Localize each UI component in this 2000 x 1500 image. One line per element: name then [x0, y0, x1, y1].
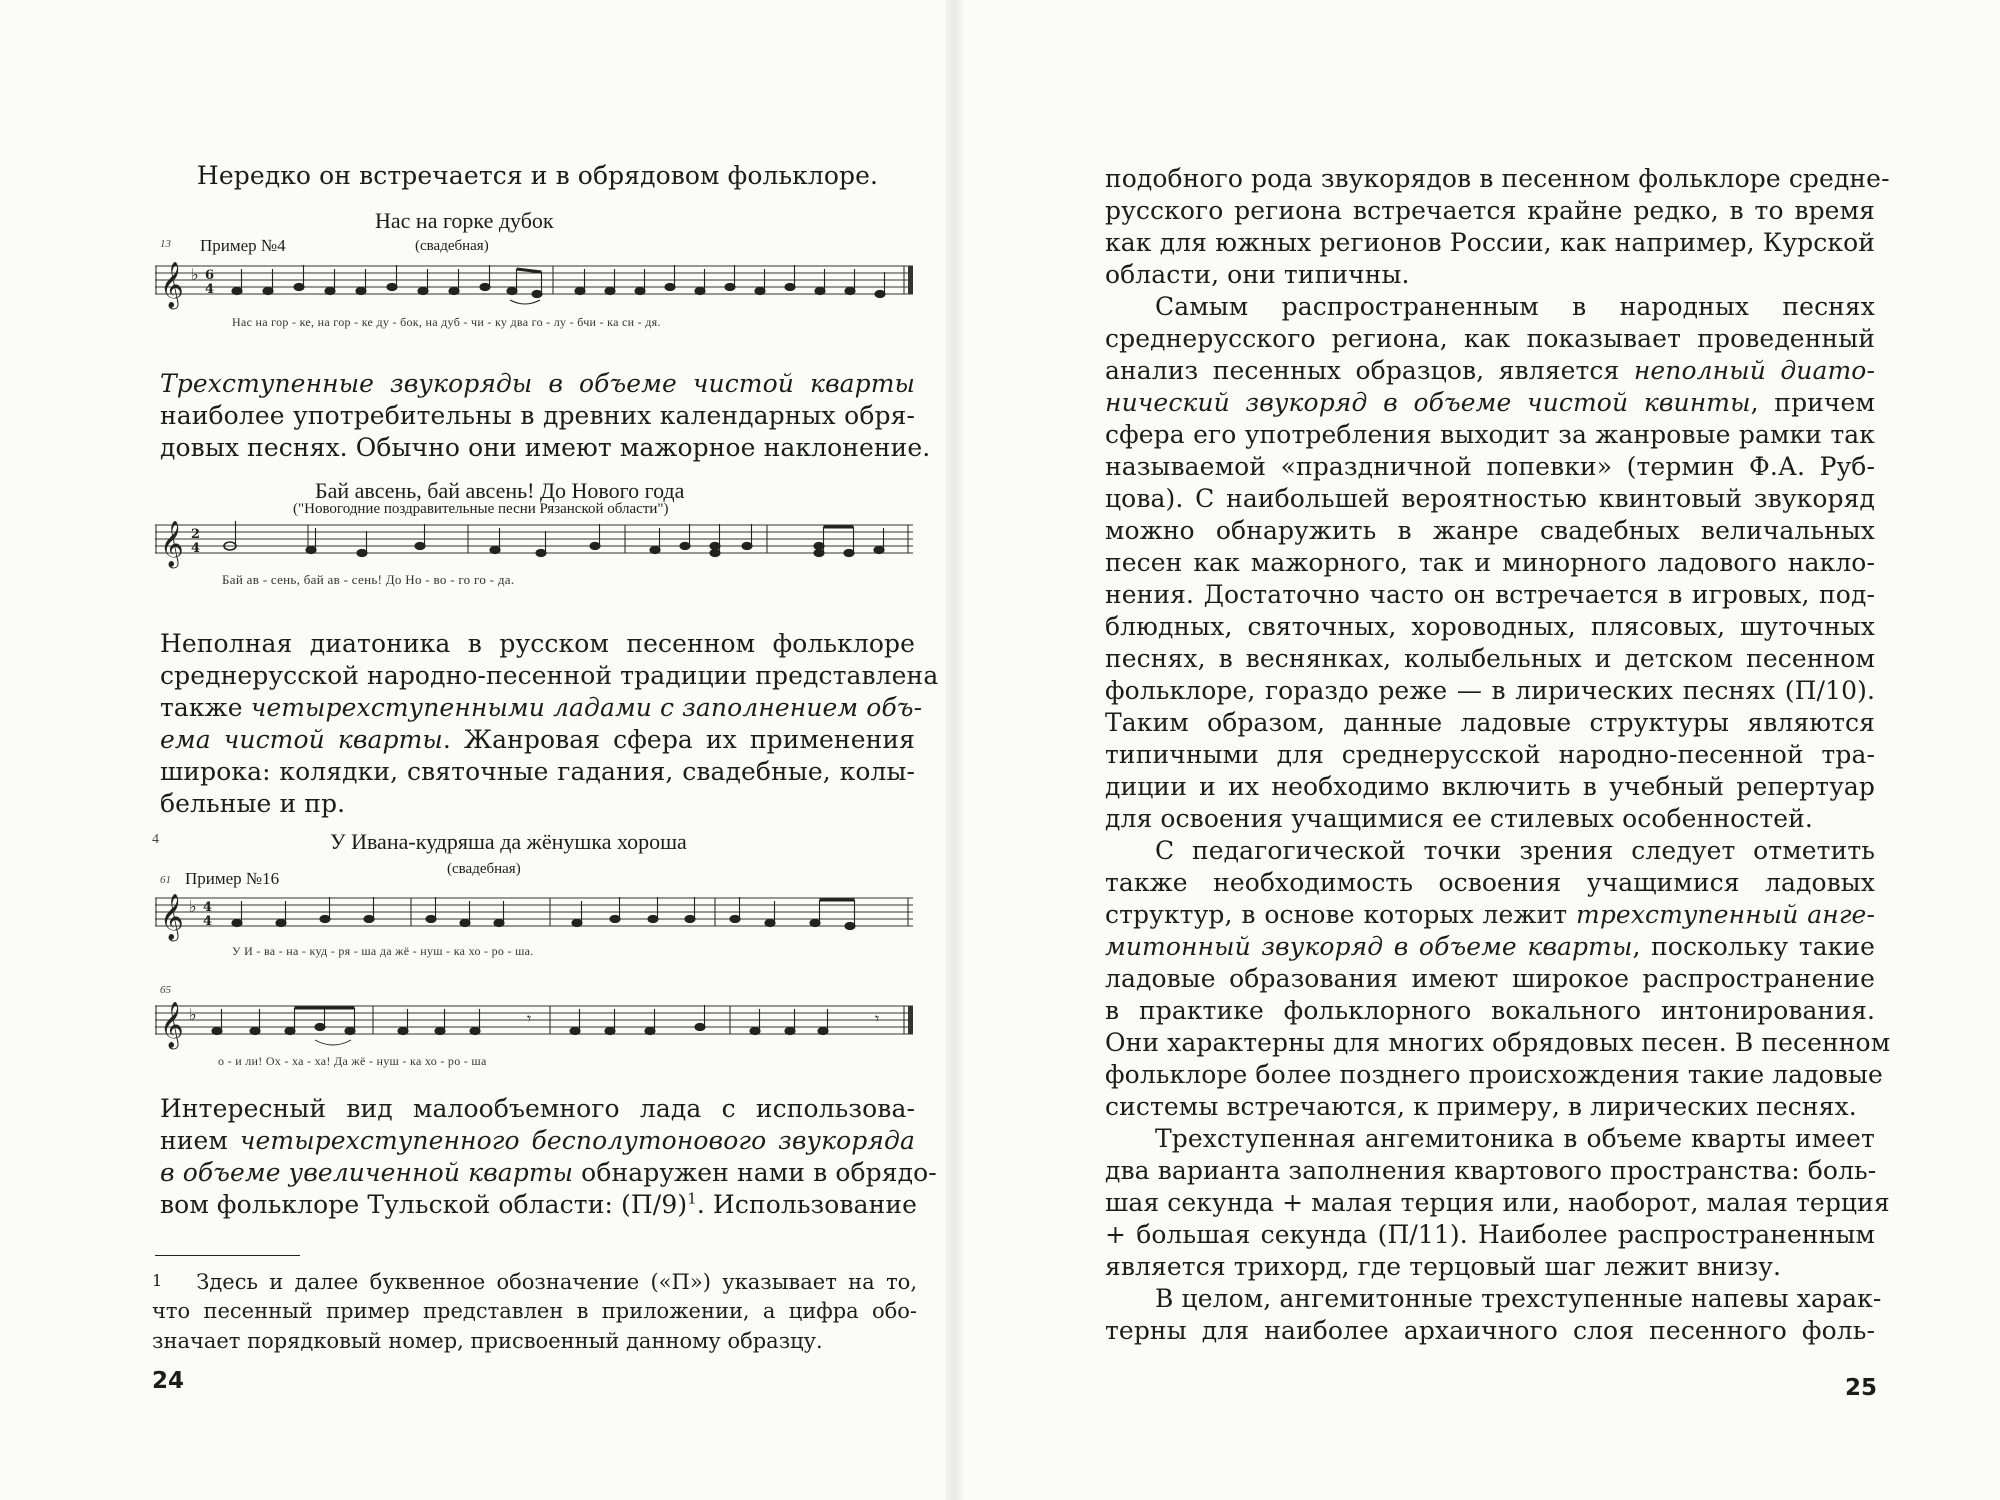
- footnote-line: значает порядковый номер, присвоенный данному образцу.: [152, 1329, 823, 1353]
- paragraph-line: типичными для среднерусской народно-песенной тра-: [1105, 740, 1875, 769]
- paragraph-line: терны для наиболее архаичного слоя песенного фоль-: [1105, 1316, 1875, 1345]
- paragraph-line: диции и их необходимо включить в учебный репертуар: [1105, 772, 1875, 801]
- paragraph-line: структур, в основе которых лежит трехступенный анге-: [1105, 900, 1875, 929]
- paragraph-line: наиболее употребительны в древних календарных обря-: [160, 401, 915, 430]
- page-number: 24: [152, 1368, 185, 1394]
- paragraph-line: широка: колядки, святочные гадания, свадебные, колы-: [160, 757, 915, 786]
- treble-clef-icon: 𝄞: [160, 894, 184, 940]
- footnote-reference: 1: [687, 1189, 697, 1208]
- example-label: Пример №16: [185, 869, 280, 888]
- example-title: Бай авсень, бай авсень! До Нового года: [315, 478, 685, 503]
- example-title: Нас на горке дубок: [375, 208, 554, 233]
- music-staff: [155, 256, 925, 318]
- paragraph-line: фольклоре, гораздо реже — в лирических песнях (П/10).: [1105, 676, 1875, 705]
- right-page: [955, 0, 2000, 1500]
- paragraph-line: Таким образом, данные ладовые структуры являются: [1105, 708, 1875, 737]
- paragraph-line: шая секунда + малая терция или, наоборот, малая терция: [1105, 1188, 1890, 1217]
- footnote-line: 1 Здесь и далее буквенное обозначение («П») указывает на то,: [152, 1270, 917, 1294]
- time-signature: 6: [205, 268, 215, 283]
- paragraph-line: можно обнаружить в жанре свадебных величальных: [1105, 516, 1875, 545]
- paragraph-line: системы встречаются, к примеру, в лирических песнях.: [1105, 1092, 1857, 1121]
- paragraph-line: Трехступенные звукоряды в объеме чистой кварты: [160, 369, 915, 398]
- lyrics-line: Нас на гор - ке, на гор - ке ду - бок, на дуб - чи - ку два го - лу - бчи - ка си - дя.: [232, 315, 661, 329]
- footnote-rule: [155, 1255, 300, 1256]
- paragraph-line: как для южных регионов России, как например, Курской: [1105, 228, 1875, 257]
- paragraph-line: также необходимость освоения учащимися ладовых: [1105, 868, 1875, 897]
- time-signature: 4: [203, 900, 213, 915]
- intro-line: Нередко он встречается и в обрядовом фольклоре.: [196, 161, 879, 190]
- paragraph-line: нический звукоряд в объеме чистой квинты, причем: [1105, 388, 1875, 417]
- paragraph-line: ладовые образования имеют широкое распространение: [1105, 964, 1875, 993]
- left-page: [0, 0, 955, 1500]
- footnote-marker: 1: [152, 1271, 163, 1290]
- treble-clef-icon: 𝄞: [160, 262, 184, 308]
- paragraph-line: Интересный вид малообъемного лада с использова-: [160, 1094, 915, 1123]
- paragraph-line: подобного рода звукорядов в песенном фольклоре средне-: [1105, 164, 1890, 193]
- example-title: У Ивана-кудряша да жёнушка хороша: [330, 829, 687, 854]
- music-staff: [155, 888, 925, 948]
- measure-number: 13: [160, 238, 171, 250]
- paragraph-line: анализ песенных образцов, является неполный диато-: [1105, 356, 1875, 385]
- paragraph-line: нения. Достаточно часто он встречается в игровых, под-: [1105, 580, 1875, 609]
- measure-number: 65: [160, 984, 171, 996]
- lyrics-line: о - и ли! Ох - ха - ха! Да жё - нуш - ка хо - ро - ша: [218, 1054, 487, 1068]
- flat-icon: ♭: [189, 897, 197, 916]
- paragraph-line: сфера его употребления выходит за жанровые рамки так: [1105, 420, 1875, 449]
- measure-number: 61: [160, 874, 171, 886]
- rest-icon: 𝄾: [527, 1009, 532, 1028]
- paragraph-line: в практике фольклорного вокального интонирования.: [1105, 996, 1875, 1025]
- paragraph-line: цова). С наибольшей вероятностью квинтовый звукоряд: [1105, 484, 1875, 513]
- paragraph-line: блюдных, святочных, хороводных, плясовых, шуточных: [1105, 612, 1875, 641]
- paragraph-line: в объеме увеличенной кварты обнаружен нами в обрядо-: [160, 1158, 937, 1187]
- paragraph-line: русского региона встречается крайне редко, в то время: [1105, 196, 1875, 225]
- note-group: [212, 1005, 828, 1045]
- book-gutter: [945, 0, 963, 1500]
- paragraph-line: Трехступенная ангемитоника в объеме кварты имеет: [1155, 1124, 1875, 1153]
- paragraph-line: нием четырехступенного бесполутонового звукоряда: [160, 1126, 915, 1155]
- svg-text:4: 4: [203, 914, 213, 929]
- example-label: Пример №4: [200, 236, 286, 255]
- paragraph-line: среднерусской народно-песенной традиции представлена: [160, 661, 939, 690]
- paragraph-line: Они характерны для многих обрядовых песен. В песенном: [1105, 1028, 1891, 1057]
- paragraph-line: С педагогической точки зрения следует отметить: [1155, 836, 1875, 865]
- note-group: [232, 265, 885, 304]
- music-staff: [155, 996, 925, 1056]
- paragraph-line: среднерусского региона, как показывает проведенный: [1105, 324, 1875, 353]
- paragraph-line: для освоения учащимися ее стилевых особенностей.: [1105, 804, 1813, 833]
- genre-label: (свадебная): [415, 238, 489, 254]
- paragraph-line: довых песнях. Обычно они имеют мажорное наклонение.: [160, 433, 931, 462]
- paragraph-line: фольклоре более позднего происхождения такие ладовые: [1105, 1060, 1883, 1089]
- page-number: 25: [1845, 1375, 1878, 1401]
- paragraph-line: бельные и пр.: [160, 789, 346, 818]
- paragraph-line: ема чистой кварты. Жанровая сфера их применения: [160, 725, 915, 754]
- music-staff: [155, 515, 925, 575]
- flat-icon: ♭: [189, 1005, 197, 1024]
- rest-icon: 𝄾: [875, 1009, 880, 1028]
- time-signature: 2: [191, 527, 201, 542]
- treble-clef-icon: 𝄞: [160, 1002, 184, 1048]
- svg-text:4: 4: [191, 541, 201, 556]
- example-source: ("Новогодние поздравительные песни Рязанской области"): [293, 501, 669, 517]
- svg-text:4: 4: [205, 282, 215, 297]
- paragraph-line: два варианта заполнения квартового пространства: боль-: [1105, 1156, 1877, 1185]
- paragraph-line: области, они типичны.: [1105, 260, 1410, 289]
- paragraph-line: Неполная диатоника в русском песенном фольклоре: [160, 629, 915, 658]
- paragraph-line: вом фольклоре Тульской области: $(П/9)^1$. Использование: [160, 1189, 918, 1219]
- paragraph-line: также четырехступенными ладами с заполнением объ-: [160, 693, 923, 722]
- genre-label: (свадебная): [447, 861, 521, 877]
- corner-mark: 4: [152, 832, 159, 847]
- footnote-line: что песенный пример представлен в приложении, а цифра обо-: [152, 1299, 917, 1323]
- paragraph-line: Самым распространенным в народных песнях: [1155, 292, 1875, 321]
- paragraph-line: + большая секунда (П/11). Наиболее распространенным: [1105, 1220, 1875, 1249]
- paragraph-line: песен как мажорного, так и минорного ладового накло-: [1105, 548, 1875, 577]
- paragraph-line: В целом, ангемитонные трехступенные напевы харак-: [1155, 1284, 1882, 1313]
- lyrics-line: У И - ва - на - куд - ря - ша да жё - нуш - ка хо - ро - ша.: [232, 944, 534, 958]
- paragraph-line: называемой «праздничной попевки» (термин Ф.А. Руб-: [1105, 452, 1875, 481]
- treble-clef-icon: 𝄞: [160, 521, 184, 567]
- note-group: [232, 897, 855, 930]
- paragraph-line: является трихорд, где терцовый шаг лежит внизу.: [1105, 1252, 1782, 1281]
- lyrics-line: Бай ав - сень, бай ав - сень! До Но - во - го го - да.: [222, 572, 515, 587]
- flat-icon: ♭: [191, 265, 199, 284]
- paragraph-line: митонный звукоряд в объеме кварты, поскольку такие: [1105, 932, 1876, 961]
- paragraph-line: песнях, в веснянках, колыбельных и детском песенном: [1105, 644, 1875, 673]
